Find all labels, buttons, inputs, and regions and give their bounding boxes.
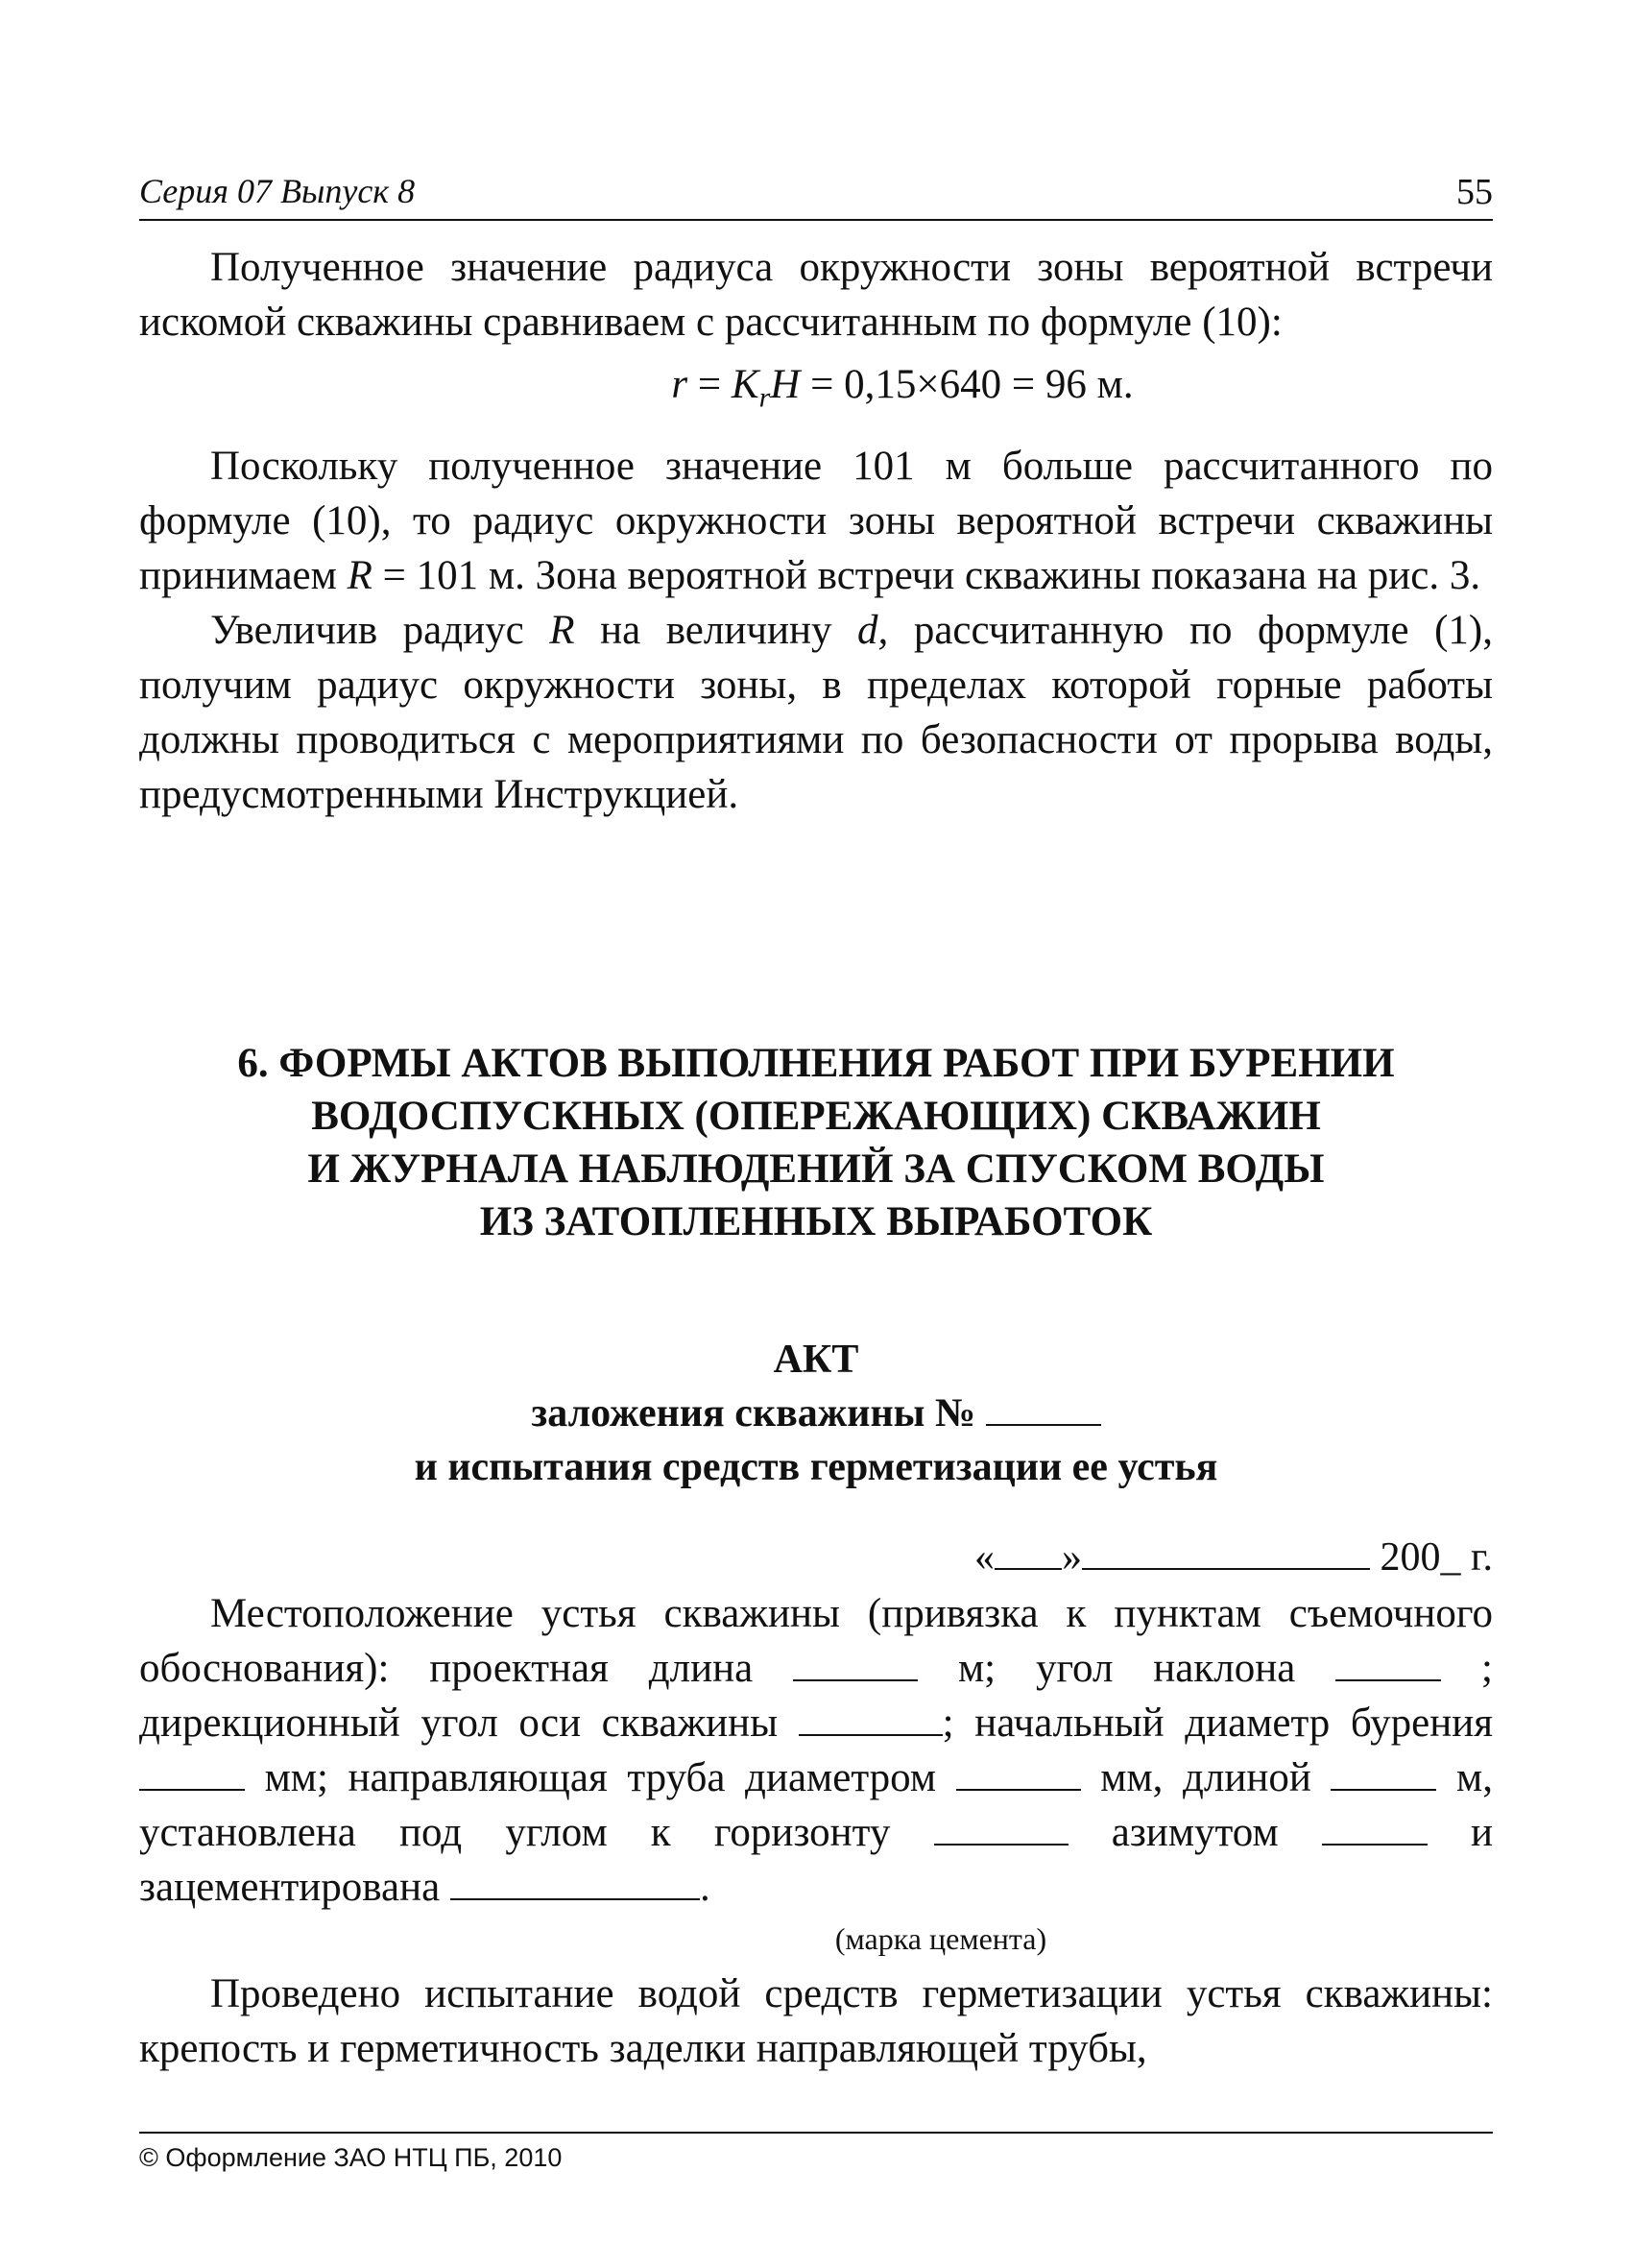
form-text-9: и зацементирована (139, 1810, 1493, 1910)
page-number: 55 (1456, 172, 1493, 212)
running-header (139, 165, 1493, 223)
formula-h: H (770, 362, 801, 407)
month-blank (1082, 1535, 1370, 1570)
paragraph-3-var-d: d, (857, 607, 889, 653)
section-heading-line-3: И ЖУРНАЛА НАБЛЮДЕНИЙ ЗА СПУСКОМ ВОДЫ (307, 1146, 1325, 1192)
paragraph-3 (139, 603, 1493, 822)
form-paragraph-2: Проведено испытание водой средств герметизации устья скважины: крепость и герметичность заделки направляющей трубы, (139, 1971, 1493, 2071)
section-heading (139, 1037, 1493, 1248)
act-form (139, 1586, 1493, 2076)
form-text-8: азимутом (1068, 1810, 1322, 1855)
form-text-5: мм; направляющая труба диаметром (245, 1755, 956, 1800)
footer-copyright: © Оформление ЗАО НТЦ ПБ, 2010 (139, 2143, 563, 2172)
section-heading-line-2: ВОДОСПУСКНЫХ (ОПЕРЕЖАЮЩИХ) СКВАЖИН (311, 1094, 1321, 1139)
cement-grade-caption: (марка цемента) (834, 1921, 1047, 1956)
form-paragraph (139, 1586, 1493, 1915)
form-text-4: ; начальный диаметр бурения (942, 1701, 1494, 1746)
formula-subscript: r (758, 381, 771, 414)
formula-r: r (671, 362, 688, 407)
date-quote-close: » (1062, 1535, 1082, 1580)
act-title: АКТ (773, 1338, 859, 1382)
paragraph-3-var-r: R (549, 607, 575, 653)
design-length-blank (793, 1647, 918, 1681)
form-text-1: Местоположение устья скважины (привязка к пунктам съемочного обоснования): проектная длина (139, 1591, 1493, 1691)
date-line (864, 1534, 1493, 1580)
series-label: Серия 07 Выпуск 8 (139, 172, 416, 210)
direction-angle-blank (799, 1701, 943, 1736)
initial-diameter-blank (139, 1756, 245, 1791)
body-text (139, 240, 1493, 822)
footer-rule (139, 2132, 1493, 2134)
paragraph-2 (139, 439, 1493, 603)
year-label: 200_ г. (1380, 1535, 1493, 1580)
section-heading-line-4: ИЗ ЗАТОПЛЕННЫХ ВЫРАБОТОК (479, 1199, 1153, 1244)
form-text-2: м; угол наклона (918, 1646, 1336, 1691)
act-heading (139, 1333, 1493, 1494)
formula-k: K (731, 362, 759, 407)
formula (139, 357, 1493, 425)
header-rule (139, 219, 1493, 221)
cement-grade-blank (450, 1866, 700, 1900)
inclination-blank (1335, 1647, 1441, 1681)
form-text-10: . (699, 1865, 710, 1910)
paragraph-1: Полученное значение радиуса окружности зоны вероятной встречи искомой скважины сравниваем с рассчитанным по формуле (10): (139, 245, 1493, 345)
paragraph-3-part-c: рассчитанную по формуле (1), получим радиус окружности зоны, в пределах которой горные работы должны проводиться с мероприятиями по безопасности от прорыва воды, предусмотренными Инструкцией. (139, 607, 1493, 817)
form-text-7: м, установлена под углом к горизонту (139, 1755, 1494, 1855)
paragraph-3-part-a: Увеличив радиус (210, 607, 550, 653)
form-text-3: ; дирекционный угол оси скважины (139, 1646, 1493, 1746)
act-number-label: заложения скважины № (531, 1391, 976, 1436)
paragraph-2-part-b: = 101 м. Зона вероятной встречи скважины показана на рис. 3. (372, 552, 1481, 598)
pipe-diameter-blank (956, 1756, 1081, 1791)
paragraph-2-var-r: R (347, 552, 372, 598)
formula-result: = 0,15×640 = 96 м. (800, 362, 1134, 407)
day-blank (995, 1535, 1062, 1570)
act-subtitle-line-3: и испытания средств герметизации ее устья (414, 1445, 1218, 1489)
paragraph-2-part-a: Поскольку полученное значение 101 м больше рассчитанного по формуле (10), то радиус окружности зоны вероятной встречи скважины принимаем (139, 443, 1493, 598)
paragraph-3-part-b: на величину (574, 607, 858, 653)
act-subtitle-line-2 (139, 1387, 1493, 1440)
horizon-angle-blank (934, 1811, 1069, 1846)
formula-eq: = (687, 362, 732, 407)
form-text-6: мм, длиной (1080, 1755, 1332, 1800)
section-heading-line-1: 6. ФОРМЫ АКТОВ ВЫПОЛНЕНИЯ РАБОТ ПРИ БУРЕНИИ (237, 1041, 1395, 1086)
pipe-length-blank (1331, 1756, 1436, 1791)
azimuth-blank (1322, 1811, 1428, 1846)
act-number-blank (986, 1391, 1101, 1426)
date-quote-open: « (974, 1535, 995, 1580)
